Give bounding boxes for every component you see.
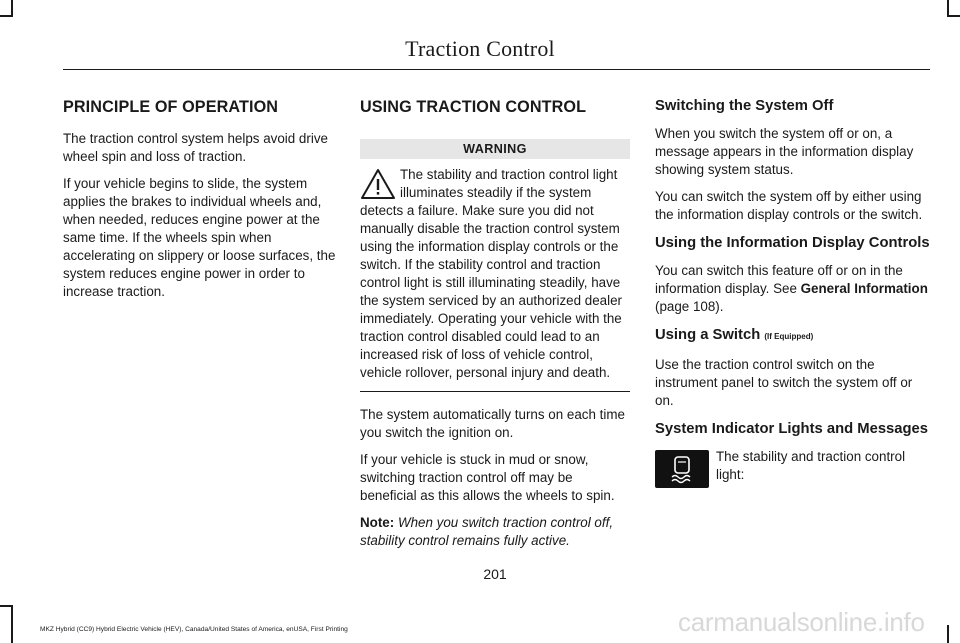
crop-mark-top-right-v xyxy=(947,0,949,15)
page-number: 201 xyxy=(483,566,507,582)
using-switch-heading xyxy=(655,325,930,347)
general-information-link[interactable]: General Information xyxy=(800,281,928,296)
warning-label: WARNING xyxy=(360,139,630,159)
column-3 xyxy=(655,96,930,494)
header-rule xyxy=(63,69,930,70)
info-display-heading: Using the Information Display Controls xyxy=(655,235,930,251)
indicator-heading: System Indicator Lights and Messages xyxy=(655,421,928,437)
info-display-paragraph xyxy=(655,262,930,316)
indicator-text: The stability and traction control light: xyxy=(716,449,906,482)
crop-mark-top-left-v xyxy=(11,0,13,15)
principle-heading: PRINCIPLE OF OPERATION xyxy=(63,98,279,116)
principle-paragraph-2: If your vehicle begins to slide, the system applies the brakes to individual wheels and, when needed, reduces engine power at the same time. If the wheels spin when accelerating on slippery or loose surfaces, the system reduces engine power in order to increase traction. xyxy=(63,176,336,299)
column-2 xyxy=(360,96,630,559)
note-text: When you switch traction control off, stability control remains fully active. xyxy=(360,515,614,548)
info-display-text: You can switch this feature off or on in the information display. See xyxy=(655,263,903,296)
watermark: carmanualsonline.info xyxy=(678,607,925,637)
switching-off-heading: Switching the System Off xyxy=(655,98,834,114)
warning-text: The stability and traction control light illuminates steadily if the system detects a failure. Make sure you did not manually disable the traction control system using the information display controls or the switch. If the stability control and traction control light is still illuminating steadily, have the system serviced by an authorized dealer immediately. Operating your vehicle with the traction control disabled could lead to an increased risk of loss of vehicle control, vehicle rollover, personal injury and death. xyxy=(360,167,623,380)
crop-mark-bottom-left-v xyxy=(11,605,13,643)
note-paragraph xyxy=(360,514,630,550)
stability-control-light-icon xyxy=(655,450,709,488)
page-title: Traction Control xyxy=(405,36,555,61)
crop-mark-top-right-h xyxy=(947,15,960,17)
using-switch-paragraph: Use the traction control switch on the instrument panel to switch the system off or on. xyxy=(655,357,913,408)
switching-off-paragraph-2: You can switch the system off by either using the information display controls or the switch. xyxy=(655,189,923,222)
note-label: Note: xyxy=(360,515,395,530)
page-reference: (page 108). xyxy=(655,299,724,314)
if-equipped-label: (If Equipped) xyxy=(764,332,814,341)
using-traction-heading: USING TRACTION CONTROL xyxy=(360,98,587,116)
warning-body xyxy=(360,166,630,382)
crop-mark-top-left-h xyxy=(0,15,13,17)
using-paragraph-1: The system automatically turns on each time you switch the ignition on. xyxy=(360,407,625,440)
crop-mark-bottom-right-v xyxy=(947,625,949,643)
using-paragraph-2: If your vehicle is stuck in mud or snow, switching traction control off may be beneficial as this allows the wheels to spin. xyxy=(360,452,615,503)
principle-paragraph-1: The traction control system helps avoid drive wheel spin and loss of traction. xyxy=(63,131,328,164)
switching-off-paragraph-1: When you switch the system off or on, a message appears in the information display showing system status. xyxy=(655,126,914,177)
using-switch-title: Using a Switch xyxy=(655,327,761,343)
indicator-row xyxy=(655,448,930,494)
column-1 xyxy=(63,96,338,310)
crop-mark-bottom-left-h xyxy=(0,605,13,607)
warning-triangle-icon xyxy=(360,168,396,200)
edition-footer: MKZ Hybrid (CC9) Hybrid Electric Vehicle (HEV), Canada/United States of America, enUSA, First Printing xyxy=(40,626,348,633)
warning-rule xyxy=(360,391,630,392)
